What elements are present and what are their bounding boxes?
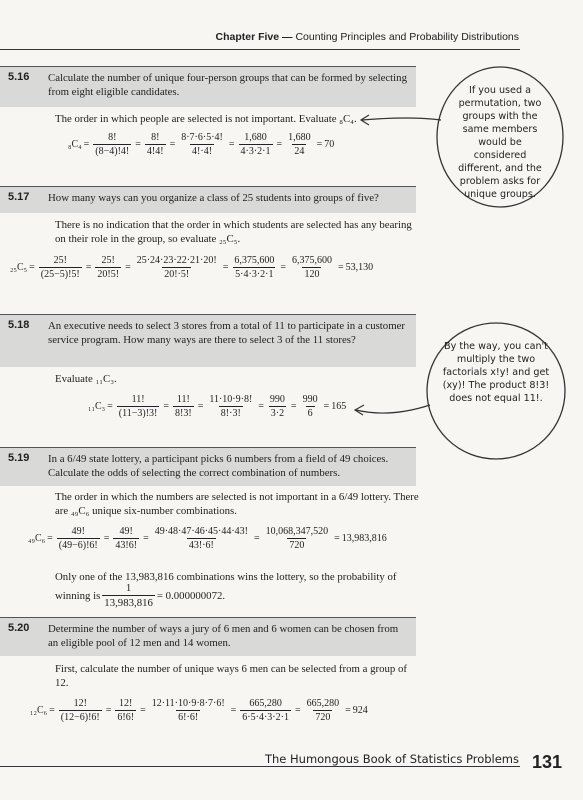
numerator: 665,280 [249,698,282,709]
denominator: 5·4·3·2·1 [235,269,274,280]
margin-note-2: By the way, you can't multiply the two factorials x!y! and get (xy)! The product 8!3! does not equal 11!. [442,341,550,404]
denominator: 6·5·4·3·2·1 [242,712,289,723]
denominator: 8!·3! [220,408,241,419]
numerator: 990 [302,394,318,405]
equation-lhs: ₁₂C₆ [30,705,48,716]
denominator: 6 [307,408,313,419]
equals-sign: = [345,705,351,716]
denominator: 4!·4! [192,146,213,157]
equals-sign: = [230,705,237,716]
equals-sign: = [140,705,146,716]
solution-text: First, calculate the number of unique ways 6 men can be selected from a group of 12. [55,663,407,689]
numerator: 25·24·23·22·21·20! [136,255,217,266]
numerator: 665,280 [306,698,340,709]
problem-question: An executive needs to select 3 stores from a total of 11 to participate in a customer service program. How many ways are there to select 3 of the 11 stores? [48,320,405,346]
equals-sign: = [258,401,264,412]
numerator: 12! [73,698,87,709]
equals-sign: = [163,401,170,412]
problem-number: 5.20 [8,622,30,634]
denominator: 8!3! [175,408,192,419]
equals-sign: = [29,262,35,273]
equals-sign: = [254,533,260,544]
problem-number: 5.17 [8,191,30,203]
problem-number: 5.19 [8,452,30,464]
equals-sign: = [334,533,340,544]
equals-sign: = [105,705,112,716]
denominator: 720 [289,540,305,551]
equation-lhs: ₁₁C₃ [88,401,106,412]
equation-result: 924 [352,705,368,716]
solution-text: Evaluate ₁₁C₃. [55,373,117,385]
equals-sign: = [107,401,113,412]
problem-question: Calculate the number of unique four-person groups that can be formed by selecting from eight eligible candidates. [48,72,407,98]
denominator: 720 [315,712,331,723]
equation-result: 13,983,816 [341,533,387,544]
equals-sign: = [103,533,110,544]
denominator: 43!·6! [188,540,214,551]
conclusion-text: Only one of the 13,983,816 combinations wins the lottery, so the probability of [55,571,397,583]
denominator: (12−6)!6! [60,712,100,723]
equals-sign: = [49,705,55,716]
chapter-label: Chapter Five — [215,31,293,43]
problem-question: Determine the number of ways a jury of 6 men and 6 women can be chosen from an eligible pool of 12 men and 14 women. [48,623,399,649]
numerator: 8! [151,132,160,143]
numerator: 25! [53,255,67,266]
equals-sign: = [135,139,141,150]
numerator: 8! [108,132,117,143]
denominator: 13,983,816 [104,597,153,609]
numerator: 1,680 [288,132,311,143]
denominator: 4!4! [146,146,164,157]
numerator: 11! [176,394,190,405]
equation-lhs: ₈C₄ [68,139,82,150]
numerator: 49·48·47·46·45·44·43! [154,526,249,537]
solution-text: The order in which people are selected is not important. Evaluate ₈C₄. [55,113,357,125]
problem-number: 5.16 [8,71,30,83]
denominator: 20!5! [97,269,120,280]
note-arrow-2 [356,405,430,413]
equals-sign: = [323,401,330,412]
equals-sign: = [337,262,344,273]
numerator: 6,375,600 [291,255,332,266]
solution-text: There is no indication that the order in which students are selected has any bearing on their role in the group, so evaluate ₂₅C₅. [55,219,412,245]
equation-result: 53,130 [345,262,374,273]
conclusion-lead: winning is [55,589,101,602]
equation-lhs: ₂₅C₅ [10,262,28,273]
numerator: 12·11·10·9·8·7·6! [151,698,225,709]
numerator: 49! [71,526,85,537]
equals-sign: = [85,262,92,273]
equals-sign: = [290,401,297,412]
denominator: 120 [304,269,320,280]
numerator: 10,068,347,520 [265,526,329,537]
numerator: 990 [269,394,285,405]
denominator: (11−3)!3! [118,408,158,419]
equals-sign: = [228,139,235,150]
denominator: (49−6)!6! [58,540,98,551]
footer-rule [0,766,520,767]
numerator: 12! [119,698,133,709]
equals-sign: = [294,705,301,716]
note-arrow-1 [362,118,441,120]
chapter-title: Counting Principles and Probability Distributions [295,31,519,43]
denominator: (8−4)!4! [95,146,130,157]
equals-sign: = [197,401,204,412]
problem-number: 5.18 [8,319,30,331]
numerator: 1 [125,582,132,594]
problem-question: In a 6/49 state lottery, a participant picks 6 numbers from a field of 49 choices. Calculate the odds of selecting the correct combination of numbers. [48,453,389,479]
equation-result: 70 [324,139,335,150]
book-title-footer: The Humongous Book of Statistics Problems [264,752,519,766]
probability-value: = 0.000000072. [156,589,226,602]
numerator: 8·7·6·5·4! [181,132,223,143]
equals-sign: = [143,533,149,544]
denominator: 20!·5! [164,269,190,280]
numerator: 6,375,600 [234,255,275,266]
problem-question: How many ways can you organize a class of 25 students into groups of five? [48,192,379,204]
numerator: 25! [101,255,115,266]
equation-result: 165 [331,401,347,412]
equals-sign: = [276,139,283,150]
equation-lhs: ₄₉C₆ [28,533,46,544]
page-number: 131 [532,752,563,772]
denominator: 24 [294,146,305,157]
numerator: 49! [119,526,133,537]
numerator: 1,680 [244,132,267,143]
numerator: 11·10·9·8! [209,394,253,405]
margin-note-1: If you used a permutation, two groups with the same members would be considered different, and the problem asks for unique groups. [458,85,542,200]
numerator: 11! [131,394,145,405]
equals-sign: = [83,139,90,150]
denominator: 4·3·2·1 [240,146,271,157]
equals-sign: = [169,139,176,150]
equals-sign: = [222,262,229,273]
denominator: 6!·6! [178,712,199,723]
denominator: 3·2 [270,408,285,419]
equals-sign: = [47,533,53,544]
denominator: 43!6! [115,540,138,551]
denominator: 6!6! [117,712,135,723]
equals-sign: = [316,139,323,150]
equals-sign: = [125,262,131,273]
equals-sign: = [280,262,286,273]
denominator: (25−5)!5! [40,269,80,280]
solution-text: The order in which the numbers are selected is not important in a 6/49 lottery. There are ₄₉C₆ unique six-number combinations. [55,491,419,517]
